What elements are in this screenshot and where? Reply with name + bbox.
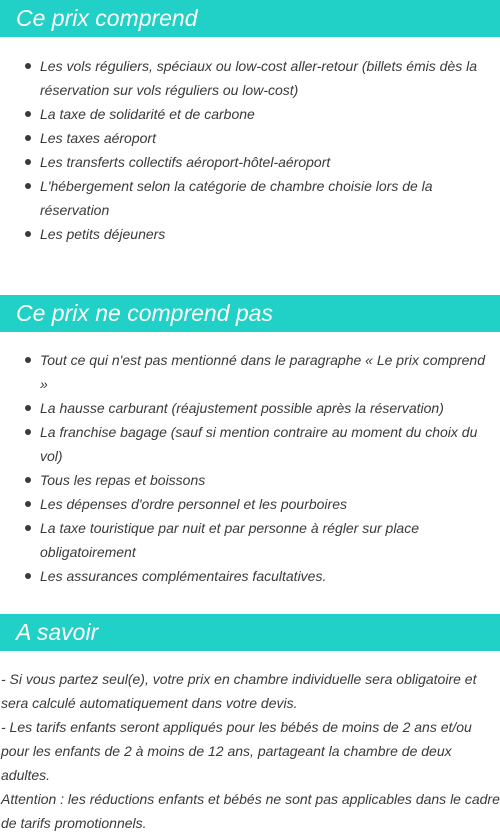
list-item: Les transferts collectifs aéroport-hôtel-aéroport [40, 150, 496, 174]
section-title-included [0, 0, 500, 37]
note-line: - Les tarifs enfants seront appliqués pour les bébés de moins de 2 ans et/ou pour les enfants de 2 à moins de 12 ans, partageant la chambre de deux adultes. [1, 719, 472, 783]
list-item: Tout ce qui n'est pas mentionné dans le paragraphe « Le prix comprend » [40, 348, 496, 396]
section-not-included [0, 295, 500, 588]
list-item: La taxe touristique par nuit et par personne à régler sur place obligatoirement [40, 516, 496, 564]
list-item: Les petits déjeuners [40, 222, 496, 246]
list-item: L'hébergement selon la catégorie de chambre choisie lors de la réservation [40, 174, 496, 222]
section-title-good-to-know [0, 614, 500, 651]
list-item: Les taxes aéroport [40, 126, 496, 150]
section-good-to-know [0, 614, 500, 835]
section-title-not-included [0, 295, 500, 332]
list-item: Les dépenses d'ordre personnel et les pourboires [40, 492, 496, 516]
list-item: La franchise bagage (sauf si mention contraire au moment du choix du vol) [40, 420, 496, 468]
section-heading: A savoir [16, 619, 99, 645]
list-item: Tous les repas et boissons [40, 468, 496, 492]
list-item: Les assurances complémentaires facultatives. [40, 564, 496, 588]
good-to-know-text [0, 667, 500, 835]
section-heading: Ce prix comprend [16, 5, 198, 31]
included-list [0, 54, 500, 246]
list-item: Les vols réguliers, spéciaux ou low-cost aller-retour (billets émis dès la réservation sur vols réguliers ou low-cost) [40, 54, 496, 102]
section-heading: Ce prix ne comprend pas [16, 300, 273, 326]
note-line: Attention : les réductions enfants et bébés ne sont pas applicables dans le cadre de tarifs promotionnels. [1, 791, 500, 831]
note-line: - Si vous partez seul(e), votre prix en chambre individuelle sera obligatoire et sera calculé automatiquement dans votre devis. [1, 671, 477, 711]
section-included [0, 0, 500, 246]
list-item: La hausse carburant (réajustement possible après la réservation) [40, 396, 496, 420]
not-included-list [0, 348, 500, 588]
list-item: La taxe de solidarité et de carbone [40, 102, 496, 126]
